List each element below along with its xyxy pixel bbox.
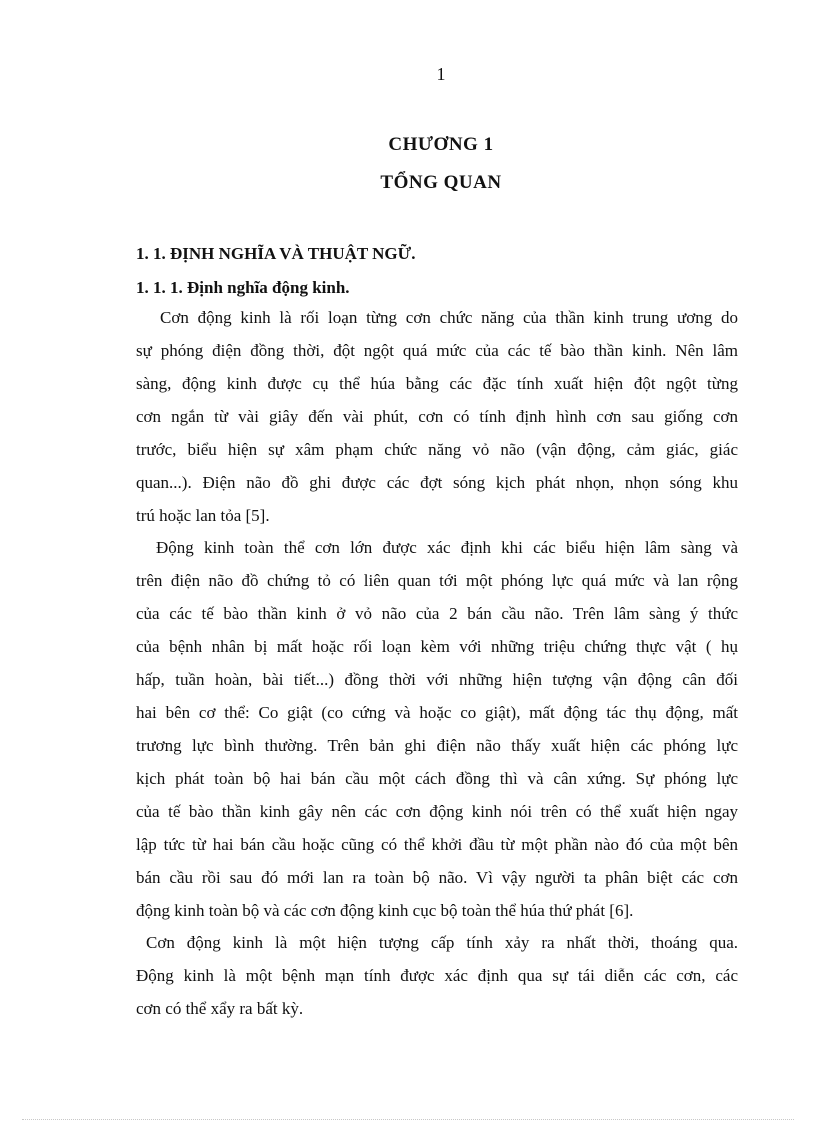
paragraph-2-line: kịch phát toàn bộ hai bán cầu một cách đồng thì và cân xứng. Sự phóng lực [136,769,738,788]
paragraph-2-line: của các tế bào thần kinh ở vỏ não của 2 bán cầu não. Trên lâm sàng ý thức [136,604,738,623]
chapter-title: CHƯƠNG 1 [388,134,494,155]
paragraph-2-line: của tế bào thần kinh gây nên các cơn động kinh nói trên có thể xuất hiện ngay [136,802,738,821]
page-number: 1 [436,64,446,84]
paragraph-2-line: hấp, tuần hoàn, bài tiết...) đồng thời với những hiện tượng vận động cân đối [136,670,738,689]
paragraph-1-line: Cơn động kinh là rối loạn từng cơn chức năng của thần kinh trung ương do [160,308,738,327]
paragraph-3-line: cơn có thể xẩy ra bất kỳ. [136,999,304,1018]
paragraph-2-line: động kinh toàn bộ và các cơn động kinh cục bộ toàn thể húa thứ phát [6]. [136,901,634,920]
paragraph-1-line: sự phóng điện đồng thời, đột ngột quá mức của các tế bào thần kinh. Nên lâm [136,341,738,360]
paragraph-2-line: hai bên cơ thể: Co giật (co cứng và hoặc co giật), mất động tác thụ động, mất [136,703,738,722]
paragraph-3-line: Động kinh là một bệnh mạn tính được xác định qua sự tái diễn các cơn, các [136,966,738,985]
paragraph-2-line: bán cầu rồi sau đó mới lan ra toàn bộ não. Vì vậy người ta phân biệt các cơn [136,868,738,887]
paragraph-1-line: trước, biểu hiện sự xâm phạm chức năng vỏ não (vận động, cảm giác, giác [136,440,738,459]
paragraph-1-line: trú hoặc lan tỏa [5]. [136,506,270,525]
paragraph-2-line: lập tức từ hai bán cầu hoặc cũng có thể khởi đầu từ một phần nào đó của một bên [136,835,738,854]
paragraph-2-line: trên điện não đồ chứng tỏ có liên quan tới một phóng lực quá mức và lan rộng [136,571,738,590]
paragraph-2-line: của bệnh nhân bị mất hoặc rối loạn kèm với những triệu chứng thực vật ( hụ [136,637,738,656]
paragraph-1-line: cơn ngắn từ vài giây đến vài phút, cơn có tính định hình cơn sau giống cơn [136,407,738,426]
paragraph-2-line: Động kinh toàn thể cơn lớn được xác định khi các biểu hiện lâm sàng và [156,538,738,557]
subsection-heading: 1. 1. 1. Định nghĩa động kinh. [136,278,350,297]
paragraph-1-line: quan...). Điện não đồ ghi được các đợt sóng kịch phát nhọn, nhọn sóng khu [136,473,738,492]
paragraph-2-line: trương lực bình thường. Trên bản ghi điện não thấy xuất hiện các phóng lực [136,736,738,755]
paragraph-1-line: sàng, động kinh được cụ thể húa bằng các đặc tính xuất hiện đột ngột từng [136,374,738,393]
page-bottom-divider [22,1119,794,1120]
chapter-subtitle: TỔNG QUAN [380,172,502,193]
section-heading: 1. 1. ĐỊNH NGHĨA VÀ THUẬT NGỮ. [136,244,416,263]
paragraph-3-line: Cơn động kinh là một hiện tượng cấp tính xảy ra nhất thời, thoáng qua. [146,933,738,952]
